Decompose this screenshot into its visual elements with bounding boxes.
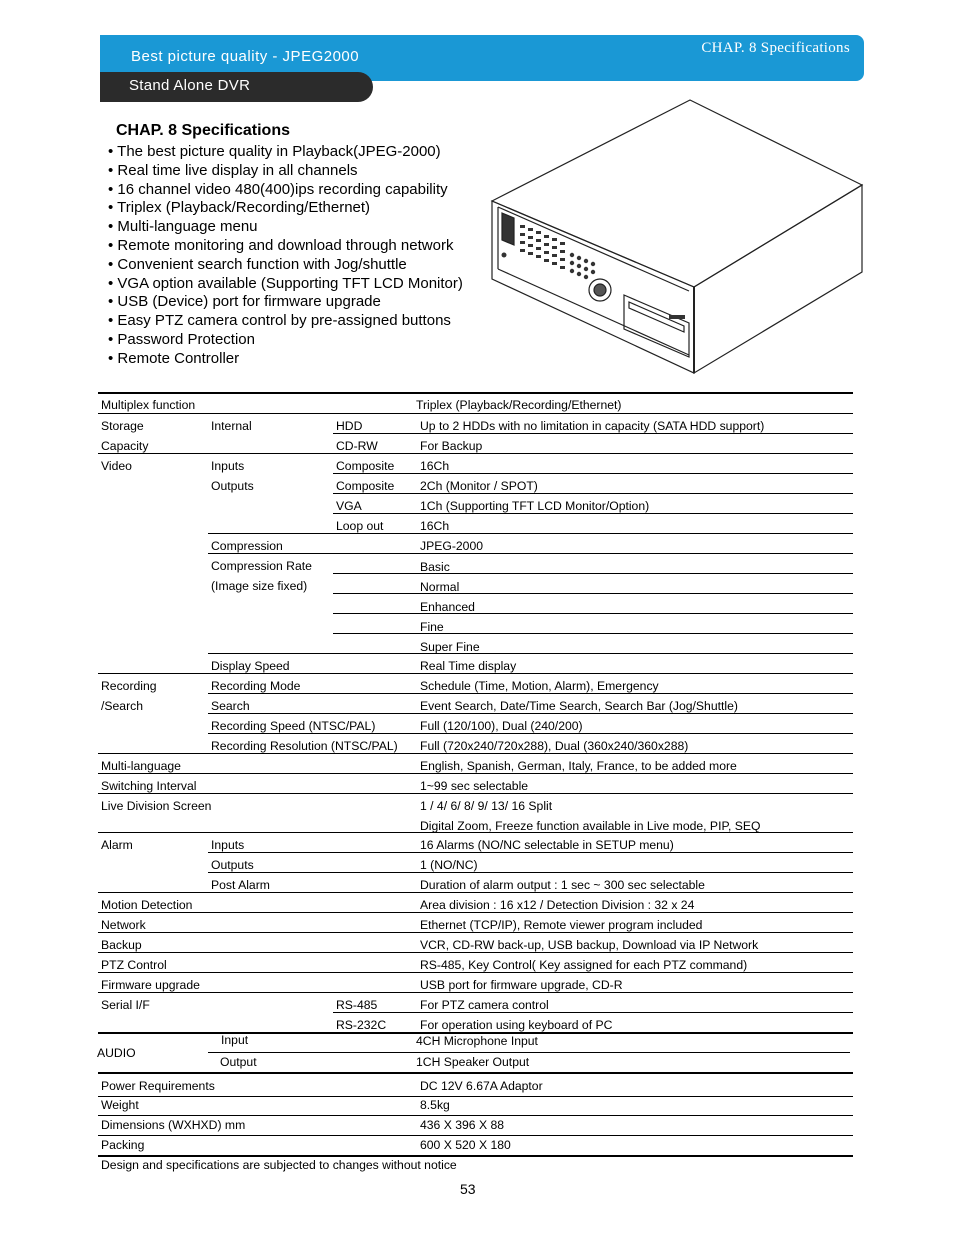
table-cell-c3: VGA <box>336 499 362 513</box>
row-divider <box>98 952 853 953</box>
tail-cell-label: Packing <box>101 1138 145 1152</box>
table-row <box>98 853 853 873</box>
table-cell-c4: For operation using keyboard of PC <box>420 1018 613 1032</box>
table-cell-c4: Normal <box>420 580 460 594</box>
row-divider <box>208 553 853 554</box>
table-cell-c2: Internal <box>211 419 252 433</box>
footnote: Design and specifications are subjected to changes without notice <box>101 1158 457 1172</box>
table-cell-c1: Live Division Screen <box>101 799 212 813</box>
table-cell-c3: Composite <box>336 479 395 493</box>
table-cell-c4: Real Time display <box>420 659 517 673</box>
table-row <box>98 414 853 434</box>
feature-list <box>108 143 463 369</box>
table-row <box>98 993 853 1013</box>
feature-item: • Easy PTZ camera control by pre-assigned buttons <box>108 312 463 331</box>
table-cell-c4: 16Ch <box>420 519 450 533</box>
table-row <box>98 534 853 554</box>
table-cell-c4: Up to 2 HDDs with no limitation in capacity (SATA HDD support) <box>420 419 765 433</box>
table-cell-c4: For Backup <box>420 439 483 453</box>
table-cell-c2: Outputs <box>211 858 254 872</box>
row-divider <box>208 533 853 534</box>
table-row <box>98 754 853 774</box>
table-cell-c4: 1 / 4/ 6/ 8/ 9/ 13/ 16 Split <box>420 799 553 813</box>
audio-label: AUDIO <box>97 1046 136 1060</box>
table-cell-c2: Recording Resolution (NTSC/PAL) <box>211 739 398 753</box>
table-cell-c4: 1Ch (Supporting TFT LCD Monitor/Option) <box>420 499 650 513</box>
table-row <box>98 434 853 454</box>
table-cell-c4: Schedule (Time, Motion, Alarm), Emergency <box>420 679 659 693</box>
table-row <box>98 474 853 494</box>
row-divider <box>208 713 853 714</box>
table-cell-c3: RS-485 <box>336 998 378 1012</box>
header-subtitle: Stand Alone DVR <box>129 77 251 94</box>
tail-cell-label: Weight <box>101 1098 139 1112</box>
row-divider <box>333 573 853 574</box>
feature-item: • Real time live display in all channels <box>108 162 463 181</box>
feature-item: • The best picture quality in Playback(JPEG-2000) <box>108 143 463 162</box>
header-chapter-label: CHAP. 8 Specifications <box>701 40 850 56</box>
audio-bottom-rule <box>98 1072 853 1074</box>
table-row <box>98 694 853 714</box>
table-cell-c5: Triplex (Playback/Recording/Ethernet) <box>416 398 622 412</box>
table-cell-c1: Firmware upgrade <box>101 978 200 992</box>
table-cell-c4: 2Ch (Monitor / SPOT) <box>420 479 538 493</box>
table-row <box>98 392 853 414</box>
table-cell-c1: Motion Detection <box>101 898 193 912</box>
row-divider <box>98 832 853 833</box>
table-cell-c1: Backup <box>101 938 142 952</box>
table-row <box>98 514 853 534</box>
tail-cell-value: 600 X 520 X 180 <box>420 1138 511 1152</box>
table-cell-c4: English, Spanish, German, Italy, France, to be added more <box>420 759 737 773</box>
table-row <box>98 794 853 814</box>
table-cell-c4: 1~99 sec selectable <box>420 779 529 793</box>
table-row <box>98 873 853 893</box>
audio-output-value: 1CH Speaker Output <box>416 1055 530 1069</box>
table-cell-c4: Fine <box>420 620 444 634</box>
feature-item: • Triplex (Playback/Recording/Ethernet) <box>108 199 463 218</box>
table-row <box>98 833 853 853</box>
row-divider <box>333 513 853 514</box>
table-cell-c4: Ethernet (TCP/IP), Remote viewer program included <box>420 918 703 932</box>
table-cell-c1: Multiplex function <box>101 398 196 412</box>
table-cell-c4: 16Ch <box>420 459 450 473</box>
chapter-title: CHAP. 8 Specifications <box>116 122 290 139</box>
table-row <box>98 554 853 574</box>
table-cell-c1: Video <box>101 459 132 473</box>
table-cell-c1: Alarm <box>101 838 133 852</box>
table-row <box>98 933 853 953</box>
row-divider <box>98 992 853 993</box>
table-cell-c1: Storage <box>101 419 144 433</box>
row-divider <box>98 453 853 454</box>
table-cell-c4: Enhanced <box>420 600 475 614</box>
row-divider <box>98 892 853 893</box>
table-row <box>98 953 853 973</box>
feature-item: • VGA option available (Supporting TFT LCD Monitor) <box>108 275 463 294</box>
table-cell-c2: Inputs <box>211 838 245 852</box>
row-divider <box>333 633 853 634</box>
table-cell-c1: PTZ Control <box>101 958 167 972</box>
row-divider <box>98 972 853 973</box>
row-divider <box>98 793 853 794</box>
audio-input-label: Input <box>221 1033 249 1047</box>
table-cell-c4: Area division : 16 x12 / Detection Division : 32 x 24 <box>420 898 695 912</box>
table-cell-c4: RS-485, Key Control( Key assigned for each PTZ command) <box>420 958 748 972</box>
table-row <box>98 913 853 933</box>
audio-input-value: 4CH Microphone Input <box>416 1034 538 1048</box>
table-cell-c1: Switching Interval <box>101 779 197 793</box>
table-cell-c2: (Image size fixed) <box>211 579 308 593</box>
row-divider <box>208 872 853 873</box>
audio-output-label: Output <box>220 1055 257 1069</box>
row-divider <box>333 1012 853 1013</box>
row-divider <box>333 613 853 614</box>
table-cell-c4: Duration of alarm output : 1 sec ~ 300 sec selectable <box>420 878 705 892</box>
table-cell-c3: CD-RW <box>336 439 378 453</box>
tail-cell-value: 436 X 396 X 88 <box>420 1118 505 1132</box>
tail-cell-label: Dimensions (WXHXD) mm <box>101 1118 246 1132</box>
table-cell-c1: Recording <box>101 679 157 693</box>
feature-item: • Remote monitoring and download through network <box>108 237 463 256</box>
table-cell-c2: Search <box>211 699 250 713</box>
row-divider <box>98 773 853 774</box>
row-divider <box>208 653 853 654</box>
table-row <box>98 614 853 634</box>
feature-item: • USB (Device) port for firmware upgrade <box>108 293 463 312</box>
feature-item: • Convenient search function with Jog/shuttle <box>108 256 463 275</box>
table-cell-c3: Composite <box>336 459 395 473</box>
row-divider <box>98 1032 853 1034</box>
row-divider <box>333 473 853 474</box>
table-cell-c4: Full (120/100), Dual (240/200) <box>420 719 583 733</box>
table-row <box>98 814 853 833</box>
table-cell-c4: For PTZ camera control <box>420 998 549 1012</box>
table-row <box>98 893 853 913</box>
table-row <box>98 654 853 674</box>
tail-cell-label: Power Requirements <box>101 1079 215 1093</box>
row-divider <box>98 413 853 414</box>
row-divider <box>208 693 853 694</box>
tail-cell-value: DC 12V 6.67A Adaptor <box>420 1079 543 1093</box>
row-divider <box>333 433 853 434</box>
tail-row-divider <box>98 1096 853 1097</box>
tail-row-divider <box>98 1155 853 1157</box>
table-cell-c2: Compression <box>211 539 283 553</box>
table-cell-c4: 16 Alarms (NO/NC selectable in SETUP menu) <box>420 838 674 852</box>
table-row <box>98 454 853 474</box>
row-divider <box>333 493 853 494</box>
table-row <box>98 734 853 754</box>
table-row <box>98 714 853 734</box>
row-divider <box>98 932 853 933</box>
feature-item: • Remote Controller <box>108 350 463 369</box>
table-row <box>98 594 853 614</box>
table-cell-c4: Basic <box>420 560 450 574</box>
table-cell-c1: Serial I/F <box>101 998 150 1012</box>
row-divider <box>98 673 853 674</box>
table-cell-c2: Display Speed <box>211 659 290 673</box>
table-cell-c4: 1 (NO/NC) <box>420 858 478 872</box>
table-cell-c4: VCR, CD-RW back-up, USB backup, Download via IP Network <box>420 938 759 952</box>
row-divider <box>208 733 853 734</box>
tail-row-divider <box>98 1115 853 1116</box>
table-cell-c4: Super Fine <box>420 640 480 654</box>
table-cell-c3: HDD <box>336 419 363 433</box>
table-cell-c4: Digital Zoom, Freeze function available in Live mode, PIP, SEQ <box>420 819 761 833</box>
page-number: 53 <box>460 1181 476 1197</box>
feature-item: • Password Protection <box>108 331 463 350</box>
table-cell-c1: Network <box>101 918 146 932</box>
audio-divider <box>208 1052 850 1053</box>
table-row <box>98 674 853 694</box>
feature-item: • 16 channel video 480(400)ips recording capability <box>108 181 463 200</box>
table-row <box>98 973 853 993</box>
table-cell-c4: Event Search, Date/Time Search, Search Bar (Jog/Shuttle) <box>420 699 738 713</box>
tail-cell-value: 8.5kg <box>420 1098 450 1112</box>
feature-item: • Multi-language menu <box>108 218 463 237</box>
table-cell-c4: Full (720x240/720x288), Dual (360x240/360x288) <box>420 739 689 753</box>
table-cell-c4: USB port for firmware upgrade, CD-R <box>420 978 623 992</box>
table-cell-c2: Compression Rate <box>211 559 312 573</box>
table-row <box>98 574 853 594</box>
table-cell-c2: Recording Speed (NTSC/PAL) <box>211 719 376 733</box>
table-cell-c4: JPEG-2000 <box>420 539 484 553</box>
row-divider <box>333 593 853 594</box>
row-divider <box>98 912 853 913</box>
table-cell-c1: /Search <box>101 699 144 713</box>
tail-row-divider <box>98 1135 853 1136</box>
table-cell-c3: Loop out <box>336 519 384 533</box>
row-divider <box>208 852 853 853</box>
table-row <box>98 634 853 654</box>
table-cell-c2: Recording Mode <box>211 679 301 693</box>
table-cell-c3: RS-232C <box>336 1018 387 1032</box>
table-cell-c2: Post Alarm <box>211 878 270 892</box>
table-row <box>98 774 853 794</box>
table-row <box>98 1013 853 1033</box>
table-cell-c2: Inputs <box>211 459 245 473</box>
table-row <box>98 494 853 514</box>
table-cell-c1: Multi-language <box>101 759 181 773</box>
dvr-unit-illustration <box>484 97 864 377</box>
row-divider <box>98 753 853 754</box>
table-cell-c1: Capacity <box>101 439 149 453</box>
header-tagline: Best picture quality - JPEG2000 <box>131 48 360 65</box>
table-cell-c2: Outputs <box>211 479 254 493</box>
